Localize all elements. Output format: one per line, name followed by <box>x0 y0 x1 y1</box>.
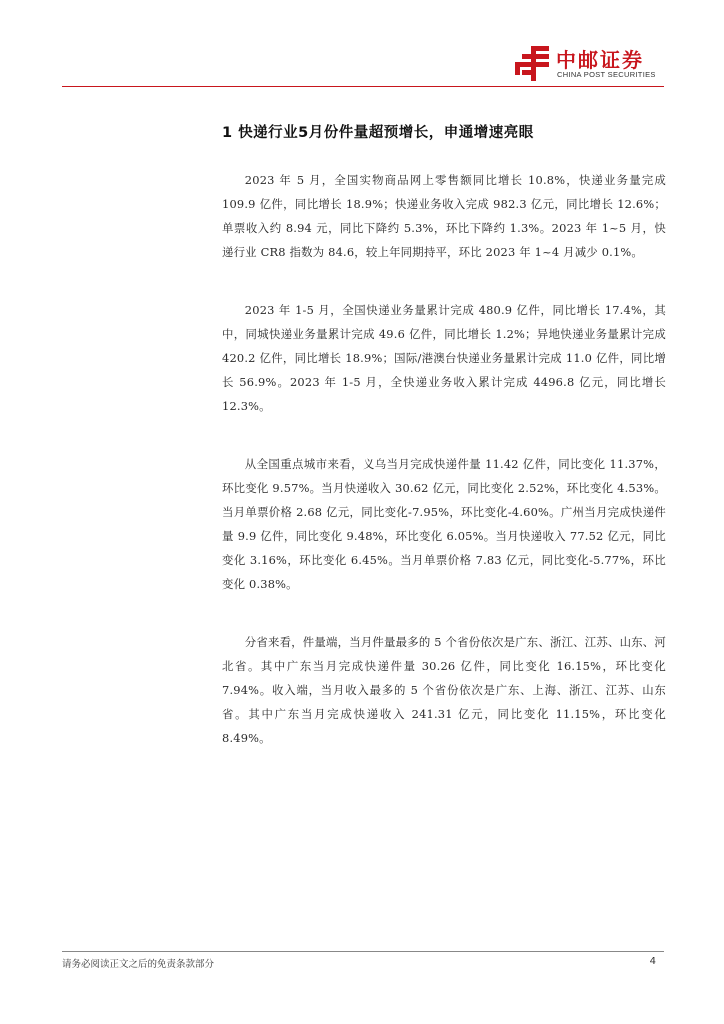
paragraph-key-cities: 从全国重点城市来看，义乌当月完成快递件量 11.42 亿件，同比变化 11.37%，环比变化 9.57%。当月快递收入 30.62 亿元，同比变化 2.52%，环比变化 4.53%。当月单票价格 2.68 亿元，同比变化-7.95%，环比变化-4.60%。广州当月完成快递件量 9.9 亿件，同比变化 9.48%，环比变化 6.05%。当月快递收入 77.52 亿元，同比变化 3.16%，环比变化 6.45%。当月单票价格 7.83 亿元，同比变化-5.77%，环比变化 0.38%。 <box>222 457 666 591</box>
paragraph-monthly-overview: 2023 年 5 月，全国实物商品网上零售额同比增长 10.8%，快递业务量完成 109.9 亿件，同比增长 18.9%；快递业务收入完成 982.3 亿元，同比增长 12.6%；单票收入约 8.94 元，同比下降约 5.3%，环比下降约 1.3%。2023 年 1~5 月，快递行业 CR8 指数为 84.6，较上年同期持平，环比 2023 年 1~4 月减少 0.1%。 <box>222 173 666 259</box>
paragraph-cumulative: 2023 年 1-5 月，全国快递业务量累计完成 480.9 亿件，同比增长 17.4%，其中，同城快递业务量累计完成 49.6 亿件，同比增长 1.2%；异地快递业务量累计完成 420.2 亿件，同比增长 18.9%；国际/港澳台快递业务量累计完成 11.0 亿件，同比增长 56.9%。2023 年 1-5 月，全快递业务收入累计完成 4496.8 亿元，同比增长 12.3%。 <box>222 303 666 413</box>
brand-name-cn: 中邮证券 <box>556 48 644 72</box>
section-title: 1 快递行业5月份件量超预增长，申通增速亮眼 <box>222 125 534 141</box>
report-body <box>222 168 666 784</box>
page-header <box>0 0 724 96</box>
header-divider <box>62 86 664 87</box>
china-post-logo-icon <box>512 44 552 82</box>
page-number: 4 <box>649 956 656 967</box>
brand-name-en: CHINA POST SECURITIES <box>557 70 656 79</box>
paragraph-provinces: 分省来看，件量端，当月件量最多的 5 个省份依次是广东、浙江、江苏、山东、河北省。其中广东当月完成快递件量 30.26 亿件，同比变化 16.15%，环比变化 7.94%。收入端，当月收入最多的 5 个省份依次是广东、上海、浙江、江苏、山东省。其中广东当月完成快递收入 241.31 亿元，同比变化 11.15%，环比变化 8.49%。 <box>222 635 666 745</box>
disclaimer-note: 请务必阅读正文之后的免责条款部分 <box>62 959 215 970</box>
footer-divider <box>62 951 664 952</box>
